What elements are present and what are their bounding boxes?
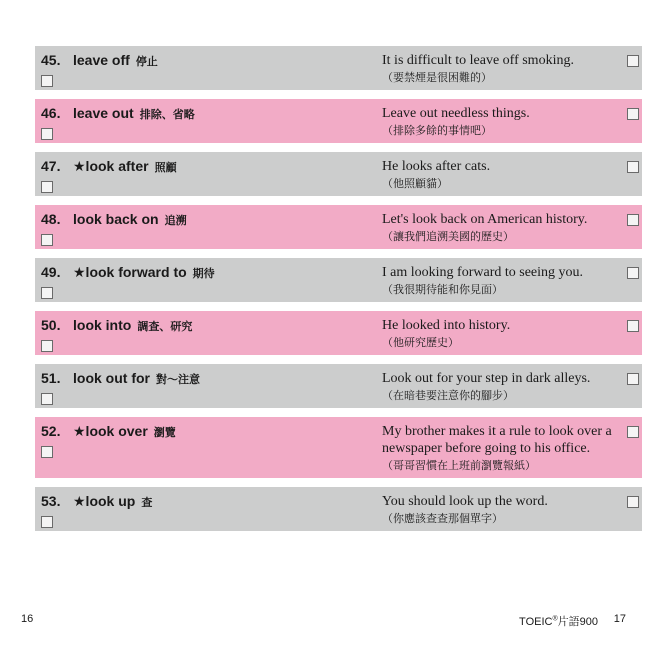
phrase-entry <box>35 46 642 90</box>
entry-example <box>382 423 622 474</box>
entry-heading <box>41 211 371 229</box>
example-chinese: （讓我們追溯美國的歷史） <box>382 230 514 243</box>
phrase-entry <box>35 487 642 531</box>
entry-heading <box>41 52 371 70</box>
entry-left <box>41 493 371 528</box>
entry-phrase: look back on <box>73 211 159 227</box>
entry-meaning: 查 <box>141 497 153 509</box>
example-english: You should look up the word. <box>382 494 548 509</box>
entry-phrase: ★look over <box>73 423 148 439</box>
example-english: He looks after cats. <box>382 159 491 174</box>
entry-phrase: ★look up <box>73 493 136 509</box>
example-checkbox[interactable] <box>627 161 639 173</box>
example-checkbox[interactable] <box>627 373 639 385</box>
page-number-left: 16 <box>21 613 34 625</box>
entry-heading <box>41 423 371 441</box>
entry-number: 52. <box>41 423 61 439</box>
study-checkbox[interactable] <box>41 234 53 246</box>
registered-mark: ® <box>552 615 558 623</box>
example-english: He looked into history. <box>382 318 511 333</box>
example-english: My brother makes it a rule to look over a newspaper before going to his office. <box>382 424 612 456</box>
entry-meaning: 照顧 <box>154 162 177 174</box>
example-chinese: （他研究歷史） <box>382 336 459 349</box>
example-chinese: （排除多餘的事情吧） <box>382 124 492 137</box>
page-number-right: 17 <box>613 613 626 625</box>
example-english: Look out for your step in dark alleys. <box>382 371 591 386</box>
entry-example <box>382 158 622 192</box>
book-title-name: TOEIC <box>519 616 553 628</box>
entry-example <box>382 317 622 351</box>
entry-phrase: look into <box>73 317 132 333</box>
study-checkbox[interactable] <box>41 75 53 87</box>
entry-left <box>41 317 371 352</box>
phrase-entry <box>35 311 642 355</box>
study-checkbox[interactable] <box>41 393 53 405</box>
book-title-suffix: 片語900 <box>557 616 598 628</box>
example-checkbox[interactable] <box>627 496 639 508</box>
entry-phrase: ★look forward to <box>73 264 187 280</box>
entry-phrase: leave off <box>73 52 130 68</box>
example-checkbox[interactable] <box>627 108 639 120</box>
phrase-entry <box>35 152 642 196</box>
example-checkbox[interactable] <box>627 320 639 332</box>
book-title <box>519 613 598 629</box>
entry-left <box>41 264 371 299</box>
phrase-entry <box>35 258 642 302</box>
entry-phrase: ★look after <box>73 158 149 174</box>
entry-example <box>382 493 622 527</box>
entry-example <box>382 264 622 298</box>
entry-phrase: leave out <box>73 105 134 121</box>
example-english: Let's look back on American history. <box>382 212 588 227</box>
entry-meaning: 對～注意 <box>156 374 200 386</box>
example-chinese: （在暗巷要注意你的腳步） <box>382 389 514 402</box>
entry-meaning: 追溯 <box>164 215 187 227</box>
phrase-entry <box>35 205 642 249</box>
example-chinese: （他照顧貓） <box>382 177 448 190</box>
example-chinese: （要禁煙是很困難的） <box>382 71 492 84</box>
entry-number: 46. <box>41 105 61 121</box>
entry-heading <box>41 264 371 282</box>
entry-number: 45. <box>41 52 61 68</box>
phrase-list <box>35 46 642 540</box>
study-checkbox[interactable] <box>41 128 53 140</box>
entry-heading <box>41 493 371 511</box>
entry-meaning: 停止 <box>135 56 158 68</box>
entry-left <box>41 52 371 87</box>
entry-heading <box>41 158 371 176</box>
entry-number: 47. <box>41 158 61 174</box>
example-chinese: （哥哥習慣在上班前瀏覽報紙） <box>382 459 536 472</box>
entry-meaning: 瀏覽 <box>153 427 176 439</box>
entry-number: 49. <box>41 264 61 280</box>
entry-heading <box>41 370 371 388</box>
study-checkbox[interactable] <box>41 340 53 352</box>
study-checkbox[interactable] <box>41 287 53 299</box>
entry-meaning: 排除、省略 <box>139 109 195 121</box>
phrase-entry <box>35 417 642 478</box>
entry-example <box>382 52 622 86</box>
entry-meaning: 期待 <box>192 268 215 280</box>
phrase-entry <box>35 99 642 143</box>
example-english: I am looking forward to seeing you. <box>382 265 584 280</box>
example-checkbox[interactable] <box>627 214 639 226</box>
entry-phrase: look out for <box>73 370 150 386</box>
example-checkbox[interactable] <box>627 426 639 438</box>
study-checkbox[interactable] <box>41 516 53 528</box>
study-checkbox[interactable] <box>41 446 53 458</box>
entry-left <box>41 105 371 140</box>
entry-left <box>41 211 371 246</box>
entry-number: 51. <box>41 370 61 386</box>
entry-meaning: 調查、研究 <box>137 321 193 333</box>
entry-number: 50. <box>41 317 61 333</box>
entry-number: 48. <box>41 211 61 227</box>
example-chinese: （你應該查查那個單字） <box>382 512 503 525</box>
example-chinese: （我很期待能和你見面） <box>382 283 503 296</box>
entry-example <box>382 370 622 404</box>
entry-left <box>41 370 371 405</box>
example-english: It is difficult to leave off smoking. <box>382 53 574 68</box>
entry-example <box>382 211 622 245</box>
entry-left <box>41 423 371 458</box>
phrase-entry <box>35 364 642 408</box>
entry-left <box>41 158 371 193</box>
entry-example <box>382 105 622 139</box>
entry-number: 53. <box>41 493 61 509</box>
example-english: Leave out needless things. <box>382 106 530 121</box>
entry-heading <box>41 317 371 335</box>
study-checkbox[interactable] <box>41 181 53 193</box>
example-checkbox[interactable] <box>627 55 639 67</box>
entry-heading <box>41 105 371 123</box>
example-checkbox[interactable] <box>627 267 639 279</box>
